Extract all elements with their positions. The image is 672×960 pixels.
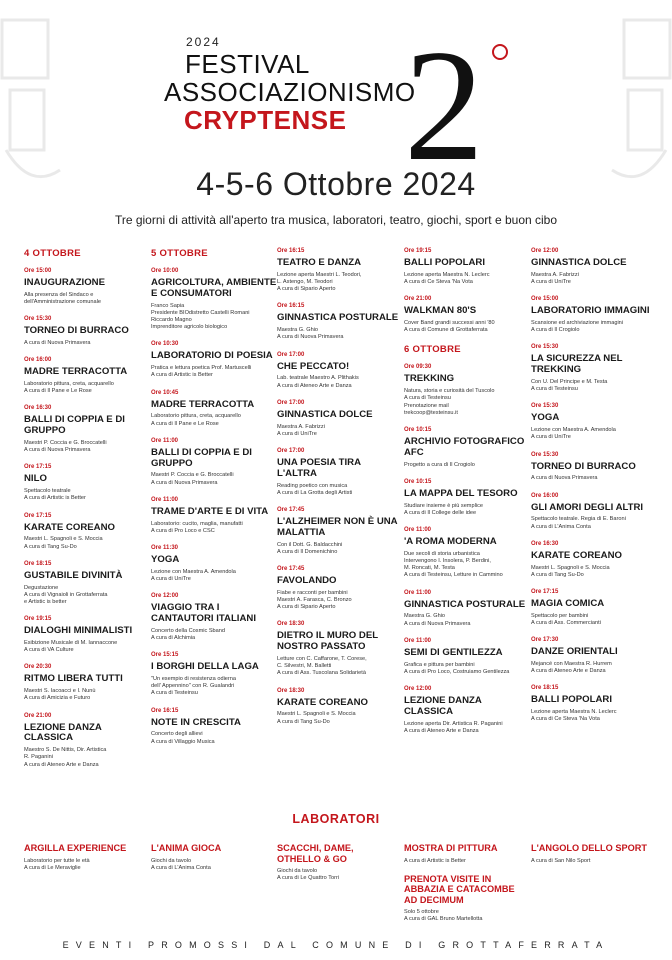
event-detail: Grafica e pittura per bambini: [404, 661, 475, 668]
event-title: LEZIONE DANZA CLASSICA: [404, 695, 482, 717]
event-item: [277, 688, 403, 726]
event-item: [531, 452, 657, 483]
event-detail: A cura di Ateneo Arte e Danza: [277, 382, 352, 389]
event-detail: A cura di Vignaioli in Grottaferrata: [24, 591, 108, 598]
degree-mark: [492, 44, 508, 60]
event-detail: Spettacolo teatrale. Regia di E. Baroni: [531, 516, 626, 523]
event-time: Ore 11:00: [404, 527, 432, 534]
event-title: AGRICOLTURA, AMBIENTE E CONSUMATORI: [151, 277, 277, 299]
event-time: Ore 16:15: [277, 248, 305, 254]
event-title: DANZE ORIENTALI: [531, 646, 618, 658]
event-title: RITMO LIBERA TUTTI: [24, 673, 123, 685]
event-detail: Natura, storia e curiosità del Tuscolo: [404, 388, 495, 395]
event-detail: Spettacolo per bambini: [531, 612, 589, 619]
event-title: KARATE COREANO: [531, 549, 622, 561]
event-detail: Riccardo Magno: [151, 317, 192, 323]
event-detail: A cura di Nuova Primavera: [151, 479, 218, 486]
program-column: [404, 248, 530, 745]
event-time: Ore 11:00: [404, 637, 432, 644]
event-detail: L. Astengo, M. Teodori: [277, 279, 333, 285]
event-time: Ore 15:15: [151, 652, 179, 659]
event-detail: A cura di Pro Loco e CSC: [151, 527, 215, 534]
event-title: TREKKING: [404, 373, 455, 385]
event-time: Ore 15:00: [531, 296, 559, 303]
event-detail: Franco Sapia: [151, 302, 185, 309]
event-time: Ore 19:15: [24, 616, 52, 623]
event-detail: A cura di Ateneo Arte e Danza: [404, 727, 479, 734]
event-time: Ore 16:30: [24, 405, 52, 412]
laboratorio-detail: Laboratorio per tutte le età: [24, 857, 90, 864]
event-detail: R. Paganini: [24, 754, 53, 761]
event-time: Ore 21:00: [404, 296, 432, 303]
event-detail: Alla presenza del Sindaco e: [24, 291, 94, 298]
event-item: [404, 590, 530, 628]
event-detail: Lezione aperta Maestra N. Leclerc: [531, 709, 617, 716]
event-item: [531, 541, 657, 579]
title-line-festival: FESTIVAL: [185, 49, 310, 79]
event-detail: A cura di Il Pane e Le Rose: [24, 388, 92, 395]
event-detail: A cura di Tang Su-Do: [277, 718, 330, 725]
event-detail: Con U. Del Principe e M. Testa: [531, 379, 608, 385]
event-title: ARCHIVIO FOTOGRAFICO AFC: [404, 436, 525, 458]
event-detail: A cura di Villaggio Musica: [151, 738, 215, 745]
event-detail: Fiabe e racconti per bambini: [277, 589, 348, 596]
event-item: [151, 497, 277, 535]
day-heading: 6 OTTOBRE: [404, 344, 461, 356]
event-detail: A cura di Testeinsu: [151, 690, 198, 697]
event-detail: Degustazione: [24, 584, 59, 591]
laboratorio-column: [531, 843, 653, 865]
event-title: TRAME D'ARTE E DI VITA: [151, 505, 269, 517]
event-time: Ore 18:30: [277, 687, 305, 694]
event-item: [531, 493, 657, 531]
event-detail: A cura di Ateneo Arte e Danza: [24, 761, 99, 768]
laboratorio-detail: A cura di Artistic is Better: [404, 857, 466, 864]
event-item: [24, 713, 150, 769]
laboratorio-item: [151, 843, 273, 872]
event-time: Ore 17:00: [277, 351, 305, 358]
event-detail: Studiare insieme è più semplice: [404, 502, 483, 509]
title-line-cryptense: CRYPTENSE: [184, 105, 347, 135]
event-title: NILO: [24, 473, 47, 485]
event-time: Ore 15:00: [24, 268, 52, 274]
event-item: [404, 296, 530, 334]
event-detail: C. Silvestri, M. Balletti: [277, 663, 332, 670]
event-item: [24, 664, 150, 702]
laboratorio-detail: A cura di Le Quattro Torri: [277, 875, 340, 882]
event-time: Ore 21:00: [24, 712, 52, 719]
event-detail: Reading poetico con musica: [277, 482, 348, 489]
event-item: [404, 638, 530, 676]
event-detail: Lezione aperta Maestri L. Teodori,: [277, 271, 362, 278]
event-time: Ore 16:30: [531, 540, 559, 547]
event-detail: A cura di Testeinsu: [531, 386, 578, 393]
event-time: Ore 17:00: [277, 448, 305, 455]
program-column: [277, 248, 403, 736]
event-item: [277, 303, 403, 341]
event-time: Ore 15:30: [531, 344, 559, 351]
event-time: Ore 15:30: [24, 316, 52, 323]
event-detail: A cura di Sipario Aperto: [277, 286, 336, 293]
event-title: YOGA: [151, 554, 180, 566]
day-heading: 4 OTTOBRE: [24, 248, 81, 259]
laboratorio-title: ARGILLA EXPERIENCE: [24, 843, 127, 853]
program-column: [151, 248, 277, 756]
event-detail: Maestri P. Coccia e G. Broccatelli: [151, 472, 234, 479]
festival-dates: 4-5-6 Ottobre 2024: [196, 166, 476, 202]
event-detail: A cura di Ateneo Arte e Danza: [531, 668, 606, 675]
event-detail: dell'Amministrazione comunale: [24, 299, 101, 305]
event-title: KARATE COREANO: [24, 521, 115, 533]
event-item: [531, 589, 657, 627]
event-time: Ore 10:15: [404, 427, 432, 434]
laboratorio-detail: A cura di L'Anima Conta: [151, 864, 211, 871]
laboratorio-detail: Giochi da tavolo: [277, 868, 318, 874]
event-detail: A cura di Nuova Primavera: [404, 620, 471, 627]
edition-number: 2: [404, 16, 484, 194]
event-time: Ore 10:30: [151, 341, 179, 348]
event-title: DIALOGHI MINIMALISTI: [24, 625, 133, 637]
event-time: Ore 10:45: [151, 389, 179, 396]
event-title: TORNEO DI BURRACO: [24, 325, 129, 337]
event-detail: Concerto degli allievi: [151, 731, 203, 738]
event-detail: e Artistic is better: [24, 599, 67, 606]
event-title: LA SICUREZZA NEL TREKKING: [531, 353, 623, 376]
event-detail: A cura di Ass. Commercianti: [531, 620, 601, 627]
event-detail: A cura di Artistic is Better: [151, 372, 213, 379]
event-title: WALKMAN 80'S: [404, 305, 477, 317]
event-title: GINNASTICA POSTURALE: [277, 312, 399, 324]
event-time: Ore 15:30: [531, 403, 559, 410]
event-title: KARATE COREANO: [277, 696, 368, 708]
event-time: Ore 18:15: [531, 685, 559, 692]
event-detail: A cura di VA Culture: [24, 647, 74, 654]
event-item: [531, 296, 657, 334]
event-title: BALLI DI COPPIA E DI GRUPPO: [151, 446, 252, 469]
event-title: GUSTABILE DIVINITÀ: [24, 569, 123, 581]
event-item: [277, 352, 403, 390]
event-detail: A cura di Comune di Grottaferrata: [404, 327, 488, 334]
laboratorio-item: [531, 843, 653, 865]
event-detail: Maestri L. Spagnoli e S. Moccia: [277, 711, 356, 718]
laboratorio-title: L'ANGOLO DELLO SPORT: [531, 843, 648, 853]
event-detail: Maestra G. Ghio: [277, 327, 319, 334]
event-title: MADRE TERRACOTTA: [151, 398, 255, 410]
event-time: Ore 17:00: [277, 399, 305, 406]
laboratorio-item: [277, 843, 399, 882]
event-item: [404, 527, 530, 580]
event-item: [404, 427, 530, 469]
event-detail: Maestra A. Fabrizzi: [277, 423, 325, 430]
event-detail: Pratica e lettura poetica Prof. Martuscelli: [151, 365, 252, 372]
event-detail: M. Roncati, M. Testa: [404, 565, 455, 572]
event-detail: Esibizione Musicale di M. Iannaccone: [24, 640, 118, 647]
event-time: Ore 18:30: [277, 621, 305, 628]
event-title: SEMI DI GENTILEZZA: [404, 646, 503, 658]
event-time: Ore 11:30: [151, 545, 179, 552]
event-title: NOTE IN CRESCITA: [151, 716, 241, 728]
event-item: [277, 248, 403, 293]
event-detail: A cura di Ce Steva 'Na Vota: [531, 716, 600, 723]
event-detail: Maestri P. Coccia e G. Broccatelli: [24, 440, 107, 446]
event-time: Ore 11:00: [151, 437, 179, 444]
event-detail: Spettacolo teatrale: [24, 488, 71, 495]
event-time: Ore 17:30: [531, 637, 559, 644]
event-detail: A cura di Il Crogiolo: [531, 327, 580, 334]
event-title: INAUGURAZIONE: [24, 277, 106, 288]
event-item: [531, 344, 657, 393]
event-detail: Scansione ed archiviazione immagini: [531, 320, 624, 326]
event-item: [24, 616, 150, 654]
event-detail: A cura di Il Pane e Le Rose: [151, 420, 219, 427]
event-time: Ore 10:00: [151, 268, 179, 274]
event-detail: A cura di UniTre: [531, 434, 571, 441]
laboratorio-detail: Giochi da tavolo: [151, 857, 192, 864]
program-column: [531, 248, 657, 734]
event-item: [24, 357, 150, 395]
event-title: BALLI POPOLARI: [404, 257, 486, 268]
day-heading: 5 OTTOBRE: [151, 248, 208, 259]
event-time: Ore 12:00: [404, 686, 432, 693]
event-item: [151, 593, 277, 642]
event-title: GINNASTICA DOLCE: [277, 408, 373, 420]
event-item: [24, 405, 150, 454]
laboratorio-title: MOSTRA DI PITTURA: [404, 843, 498, 853]
event-time: Ore 17:15: [24, 512, 52, 519]
event-detail: Cover Band grandi successi anni '80: [404, 320, 495, 326]
event-title: LEZIONE DANZA CLASSICA: [24, 721, 102, 744]
event-title: MAGIA COMICA: [531, 598, 605, 610]
event-time: Ore 20:30: [24, 664, 52, 671]
event-detail: A cura di Tang Su-Do: [24, 543, 77, 550]
event-detail: Maestra A. Fabrizzi: [531, 271, 579, 278]
laboratorio-column: [277, 843, 399, 882]
event-item: [531, 403, 657, 441]
event-detail: A cura di Testeinsu: [404, 395, 451, 402]
laboratorio-title: SCACCHI, DAME, OTHELLO & GO: [277, 843, 354, 864]
event-detail: Laboratorio pittura, creta, acquarello: [24, 381, 114, 387]
event-detail: A cura di La Grotta degli Artisti: [277, 489, 353, 496]
event-item: [151, 652, 277, 697]
event-time: Ore 19:15: [404, 248, 432, 254]
event-time: Ore 16:15: [277, 303, 305, 310]
event-detail: A cura di Il College delle idee: [404, 509, 477, 516]
event-item: [277, 566, 403, 611]
event-title: YOGA: [531, 412, 560, 424]
event-item: [151, 268, 277, 331]
event-detail: Imprenditore agricolo biologico: [151, 324, 228, 331]
event-title: LABORATORIO IMMAGINI: [531, 305, 650, 317]
program-column: [24, 248, 150, 779]
event-item: [24, 464, 150, 502]
event-detail: A cura di Alchimia: [151, 635, 196, 642]
event-detail: "Un esempio di resistenza odierna: [151, 676, 237, 683]
event-detail: dell' Appennino" con R. Gualandri: [151, 683, 235, 690]
event-item: [277, 621, 403, 677]
event-detail: Intervengono I. Insolera, P. Berdini,: [404, 558, 491, 565]
footer-credit: EVENTI PROMOSSI DAL COMUNE DI GROTTAFERRATA: [62, 940, 610, 950]
event-title: BALLI POPOLARI: [531, 694, 613, 706]
laboratorio-detail: A cura di San Nilo Sport: [531, 857, 591, 864]
event-detail: Letture con C. Caffarone, T. Corese,: [277, 656, 367, 663]
event-detail: A cura di Artistic is Better: [24, 495, 86, 502]
event-item: [277, 507, 403, 556]
event-title: 'A ROMA MODERNA: [404, 536, 497, 548]
event-time: Ore 16:00: [24, 357, 52, 364]
event-title: VIAGGIO TRA I CANTAUTORI ITALIANI: [151, 602, 256, 625]
festival-year: 2024: [186, 35, 221, 49]
festival-tagline: Tre giorni di attività all'aperto tra musica, laboratori, teatro, giochi, sport e buon cibo: [114, 213, 558, 227]
event-title: DIETRO IL MURO DEL NOSTRO PASSATO: [277, 630, 378, 653]
event-title: FAVOLANDO: [277, 575, 337, 587]
event-detail: A cura di UniTre: [151, 576, 191, 583]
laboratorio-item: [404, 843, 526, 865]
event-detail: A cura di Amicizia e Futuro: [24, 695, 91, 702]
event-detail: Concerto della Cosmic Sband: [151, 627, 225, 634]
event-title: GLI AMORI DEGLI ALTRI: [531, 501, 644, 513]
event-detail: A cura di Nuova Primavera: [24, 340, 91, 346]
event-detail: trekcoop@testeinsu.it: [404, 409, 458, 416]
event-title: L'ALZHEIMER NON È UNA MALATTIA: [277, 516, 398, 538]
event-detail: Con il Dott. G. Baldacchini: [277, 541, 343, 548]
laboratorio-item: [404, 874, 526, 924]
event-title: BALLI DI COPPIA E DI GRUPPO: [24, 414, 125, 437]
event-detail: Lezione aperta Maestra N. Leclerc: [404, 271, 490, 278]
event-title: LABORATORIO DI POESIA: [151, 350, 273, 362]
event-detail: A cura di Tang Su-Do: [531, 571, 584, 578]
event-detail: A cura di Ce Steva 'Na Vota: [404, 279, 473, 285]
event-item: [277, 400, 403, 438]
event-detail: A cura di Il Domenichino: [277, 548, 338, 555]
event-detail: A cura di UniTre: [277, 430, 317, 437]
event-detail: Progetto a cura di Il Crogiolo: [404, 461, 475, 468]
event-detail: Mejancé con Maestra R. Hurrem: [531, 661, 612, 668]
event-time: Ore 12:00: [151, 593, 179, 600]
event-detail: A cura di L'Anima Conta: [531, 523, 591, 530]
event-title: UNA POESIA TIRA L'ALTRA: [277, 457, 361, 479]
event-detail: A cura di UniTre: [531, 279, 571, 285]
event-title: GINNASTICA POSTURALE: [404, 598, 526, 610]
event-detail: Due secoli di storia urbanistica: [404, 550, 480, 557]
event-detail: A cura di Pro Loco, Costruiamo Gentilezza: [404, 668, 510, 675]
laboratorio-title: L'ANIMA GIOCA: [151, 843, 222, 853]
event-detail: Maestri A. Farasca, C. Bronzo: [277, 597, 352, 604]
event-item: [404, 686, 530, 735]
event-detail: Maestra G. Ghio: [404, 613, 446, 620]
event-title: GINNASTICA DOLCE: [531, 257, 627, 268]
event-detail: Maestri L. Spagnoli e S. Moccia: [24, 536, 103, 543]
laboratorio-item: [24, 843, 146, 872]
laboratorio-column: [404, 843, 526, 924]
event-detail: A cura di Testeinsu, Letture in Cammino: [404, 572, 503, 579]
event-detail: Maestri L. Spagnoli e S. Moccia: [531, 564, 610, 571]
event-title: LA MAPPA DEL TESORO: [404, 487, 518, 499]
laboratorio-detail: A cura di GAL Bruno Martellotta: [404, 916, 483, 923]
event-detail: Prenotazione mail: [404, 402, 449, 409]
laboratorio-title: PRENOTA VISITE IN ABBAZIA E CATACOMBE AD DECIMUM: [404, 873, 515, 905]
event-detail: Lezione con Maestra A. Amendola: [531, 427, 616, 434]
event-time: Ore 16:00: [531, 492, 559, 499]
event-item: [531, 685, 657, 723]
event-title: MADRE TERRACOTTA: [24, 366, 128, 378]
laboratorio-detail: Solo 5 ottobre: [404, 909, 439, 916]
title-line-associazionismo: ASSOCIAZIONISMO: [164, 77, 416, 107]
event-time: Ore 16:15: [151, 707, 179, 714]
laboratorio-detail: A cura di Le Meraviglie: [24, 864, 81, 871]
event-item: [404, 248, 530, 286]
event-time: Ore 17:15: [24, 464, 52, 471]
laboratori-title: LABORATORI: [292, 812, 380, 826]
event-title: CHE PECCATO!: [277, 360, 350, 372]
event-title: TEATRO E DANZA: [277, 257, 362, 268]
event-item: [404, 364, 530, 417]
event-item: [151, 438, 277, 487]
event-item: [404, 479, 530, 517]
event-time: Ore 09:30: [404, 364, 432, 371]
event-item: [277, 448, 403, 497]
event-time: Ore 12:00: [531, 248, 559, 254]
event-detail: Lab. teatrale Maestro A. Plithakis: [277, 375, 359, 382]
event-item: [151, 545, 277, 583]
event-item: [24, 316, 150, 347]
event-detail: A cura di Nuova Primavera: [531, 475, 598, 482]
laboratorio-column: [151, 843, 273, 872]
event-time: Ore 18:15: [24, 560, 52, 567]
event-detail: A cura di Nuova Primavera: [277, 334, 344, 341]
event-detail: Lezione aperta Dir. Artistica R. Paganini: [404, 720, 503, 727]
event-detail: A cura di Ass. Tuscolana Solidarietà: [277, 670, 366, 677]
event-item: [531, 637, 657, 675]
event-time: Ore 17:45: [277, 566, 305, 573]
event-item: [24, 268, 150, 306]
event-detail: Maestro S. De Nittis, Dir. Artistica: [24, 747, 107, 754]
festival-header: [0, 0, 672, 230]
event-title: I BORGHI DELLA LAGA: [151, 661, 259, 673]
event-time: Ore 10:15: [404, 478, 432, 485]
event-item: [24, 513, 150, 551]
event-time: Ore 17:45: [277, 507, 305, 514]
event-detail: Presidente BIOdistretto Castelli Romani: [151, 309, 250, 316]
event-item: [151, 341, 277, 379]
event-detail: Maestri S. Iacoacci e I. Nunù: [24, 688, 96, 695]
event-detail: Laboratorio pittura, creta, acquarello: [151, 413, 241, 420]
event-item: [24, 561, 150, 606]
event-detail: A cura di Nuova Primavera: [24, 447, 91, 454]
event-item: [531, 248, 657, 286]
event-time: Ore 11:00: [151, 496, 179, 503]
event-detail: Lezione con Maestra A. Amendola: [151, 568, 236, 575]
event-item: [151, 390, 277, 428]
laboratorio-column: [24, 843, 146, 872]
event-title: TORNEO DI BURRACO: [531, 460, 636, 472]
event-time: Ore 17:15: [531, 589, 559, 596]
event-detail: A cura di Sipario Aperto: [277, 604, 336, 611]
event-time: Ore 15:30: [531, 451, 559, 458]
event-item: [151, 708, 277, 746]
event-detail: Laboratorio: cucito, maglia, manufatti: [151, 520, 243, 527]
event-time: Ore 11:00: [404, 589, 432, 596]
